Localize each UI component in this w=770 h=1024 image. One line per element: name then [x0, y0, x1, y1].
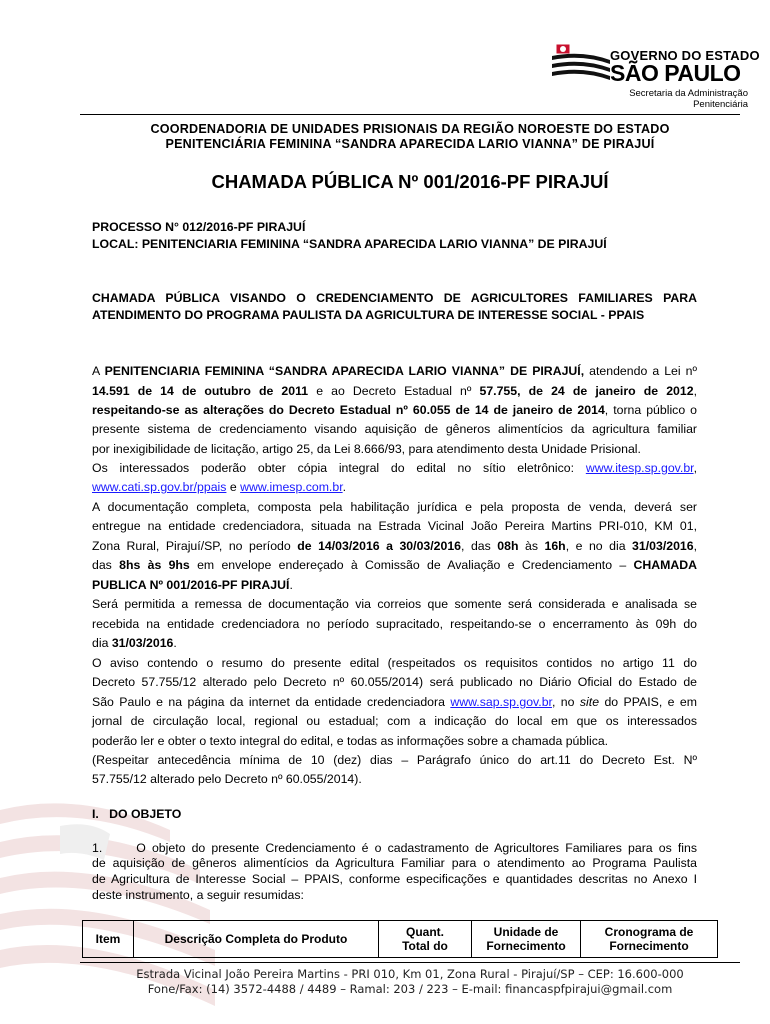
document-title: CHAMADA PÚBLICA Nº 001/2016-PF PIRAJUÍ — [211, 171, 609, 192]
table-header-row — [83, 921, 718, 958]
footer-divider — [80, 962, 740, 963]
products-table — [82, 920, 718, 958]
government-logo — [552, 42, 760, 110]
paragraph-5-line-3: São Paulo e na página da internet da entidade credenciadora www.sap.sp.gov.br, no site do PPAIS, e em — [92, 695, 697, 709]
paragraph-1-line-2: 14.591 de 14 de outubro de 2011 e ao Decreto Estadual nº 57.755, de 24 de janeiro de 2012, — [92, 384, 697, 398]
paragraph-3-line-1: A documentação completa, composta pela habilitação jurídica e pela proposta de venda, deverá ser — [92, 500, 697, 514]
paragraph-2-line-1: Os interessados poderão obter cópia integral do edital no sítio eletrônico: www.itesp.sp.gov.br, — [92, 461, 697, 475]
section-1-line-2: de aquisição de gêneros alimentícios da Agricultura Familiar para o atendimento ao Programa Paulista — [92, 856, 697, 870]
objective-line-2: ATENDIMENTO DO PROGRAMA PAULISTA DA AGRICULTURA DE INTERESSE SOCIAL - PPAIS — [92, 308, 645, 322]
local-line: LOCAL: PENITENCIARIA FEMININA “SANDRA APARECIDA LARIO VIANNA” DE PIRAJUÍ — [92, 237, 607, 251]
sap-link[interactable]: www.sap.sp.gov.br — [450, 695, 552, 709]
logo-subtitle-line2: Penitenciária — [693, 99, 748, 110]
paragraph-6-line-2: 57.755/12 alterado pelo Decreto nº 60.055/2014). — [92, 772, 362, 786]
footer-contact: Fone/Fax: (14) 3572-4488 / 4489 – Ramal: 203 / 223 – E-mail: financaspfpirajui@gmail.com — [147, 982, 673, 996]
imesp-link[interactable]: www.imesp.com.br — [240, 480, 343, 494]
paragraph-1-line-5: por inexigibilidade de licitação, artigo 25, da Lei 8.666/93, para atendimento desta Unidade Prisional. — [92, 442, 641, 456]
section-1-line-4: deste instrumento, a seguir resumidas: — [92, 888, 304, 902]
paragraph-4-line-2: recebida na entidade credenciadora no período supracitado, respeitando-se o encerramento às 09h do — [92, 617, 697, 631]
header-description: Descrição Completa do Produto — [134, 921, 379, 958]
section-1-line-1: 1. O objeto do presente Credenciamento é o cadastramento de Agricultores Familiares para os fins — [92, 841, 697, 855]
paragraph-5-line-5: poderão ler e obter o texto integral do edital, e todas as informações sobre a chamada pública. — [92, 734, 609, 748]
paragraph-6-line-1: (Respeitar antecedência mínima de 10 (dez) dias – Parágrafo único do art.11 do Decreto Est. Nº — [92, 753, 697, 767]
cati-link[interactable]: www.cati.sp.gov.br/ppais — [92, 480, 227, 494]
paragraph-3-line-3: Zona Rural, Pirajuí/SP, no período de 14/03/2016 a 30/03/2016, das 08h às 16h, e no dia 31/03/2016, — [92, 539, 698, 553]
logo-title-line1: GOVERNO DO ESTADO — [610, 48, 760, 63]
header-unit: Unidade de Fornecimento — [472, 921, 581, 958]
header-schedule: Cronograma de Fornecimento — [581, 921, 718, 958]
org-heading-line1: COORDENADORIA DE UNIDADES PRISIONAIS DA REGIÃO NOROESTE DO ESTADO — [150, 122, 670, 136]
org-heading-line2: PENITENCIÁRIA FEMININA “SANDRA APARECIDA LARIO VIANNA” DE PIRAJUÍ — [165, 137, 655, 151]
section-1-heading: I. DO OBJETO — [92, 807, 182, 821]
header-divider — [80, 114, 740, 115]
logo-subtitle-line1: Secretaria da Administração — [629, 88, 748, 99]
paragraph-4-line-3: dia 31/03/2016. — [92, 636, 177, 650]
paragraph-1-line-1: A PENITENCIARIA FEMININA “SANDRA APARECIDA LARIO VIANNA” DE PIRAJUÍ, atendendo a Lei nº — [92, 364, 697, 378]
footer-address: Estrada Vicinal João Pereira Martins - PRI 010, Km 01, Zona Rural - Pirajuí/SP – CEP: 16.600-000 — [136, 967, 684, 981]
paragraph-3-line-4: das 8hs às 9hs em envelope endereçado à Comissão de Avaliação e Credenciamento – CHAMADA — [92, 558, 698, 572]
paragraph-2-line-2: www.cati.sp.gov.br/ppais e www.imesp.com.br. — [92, 480, 347, 494]
section-1-line-3: de Agricultura de Interesse Social – PPAIS, conforme especificações e quantidades descritas no Anexo I — [92, 872, 697, 886]
paragraph-1-line-4: presente sistema de credenciamento visando aquisição de gêneros alimentícios da agricultura familiar — [92, 422, 697, 436]
itesp-link[interactable]: www.itesp.sp.gov.br — [585, 461, 694, 475]
header-quantity: Quant. Total do — [379, 921, 472, 958]
paragraph-5-line-1: O aviso contendo o resumo do presente edital (respeitados os requisitos contidos no artigo 11 do — [92, 656, 697, 670]
paragraph-5-line-4: jornal de circulação local, regional ou estadual; com a indicação do local em que os interessados — [92, 714, 697, 728]
header-item: Item — [83, 921, 134, 958]
logo-title-line2: SÃO PAULO — [610, 60, 741, 86]
sao-paulo-flag-icon — [552, 42, 612, 82]
objective-line-1: CHAMADA PÚBLICA VISANDO O CREDENCIAMENTO DE AGRICULTORES FAMILIARES PARA — [92, 291, 697, 305]
paragraph-3-line-5: PUBLICA Nº 001/2016-PF PIRAJUÍ. — [92, 578, 293, 592]
paragraph-3-line-2: entregue na entidade credenciadora, situada na Estrada Vicinal João Pereira Martins PRI-010, KM 01, — [92, 519, 697, 533]
paragraph-4-line-1: Será permitida a remessa de documentação via correios que somente será considerada e analisada se — [92, 597, 697, 611]
paragraph-5-line-2: Decreto 57.755/12 alterado pelo Decreto nº 60.055/2014) será publicado no Diário Oficial do Estado de — [92, 675, 697, 689]
paragraph-1-line-3: respeitando-se as alterações do Decreto Estadual nº 60.055 de 14 de janeiro de 2014, torna público o — [92, 403, 697, 417]
processo-line: PROCESSO N° 012/2016-PF PIRAJUÍ — [92, 220, 306, 234]
